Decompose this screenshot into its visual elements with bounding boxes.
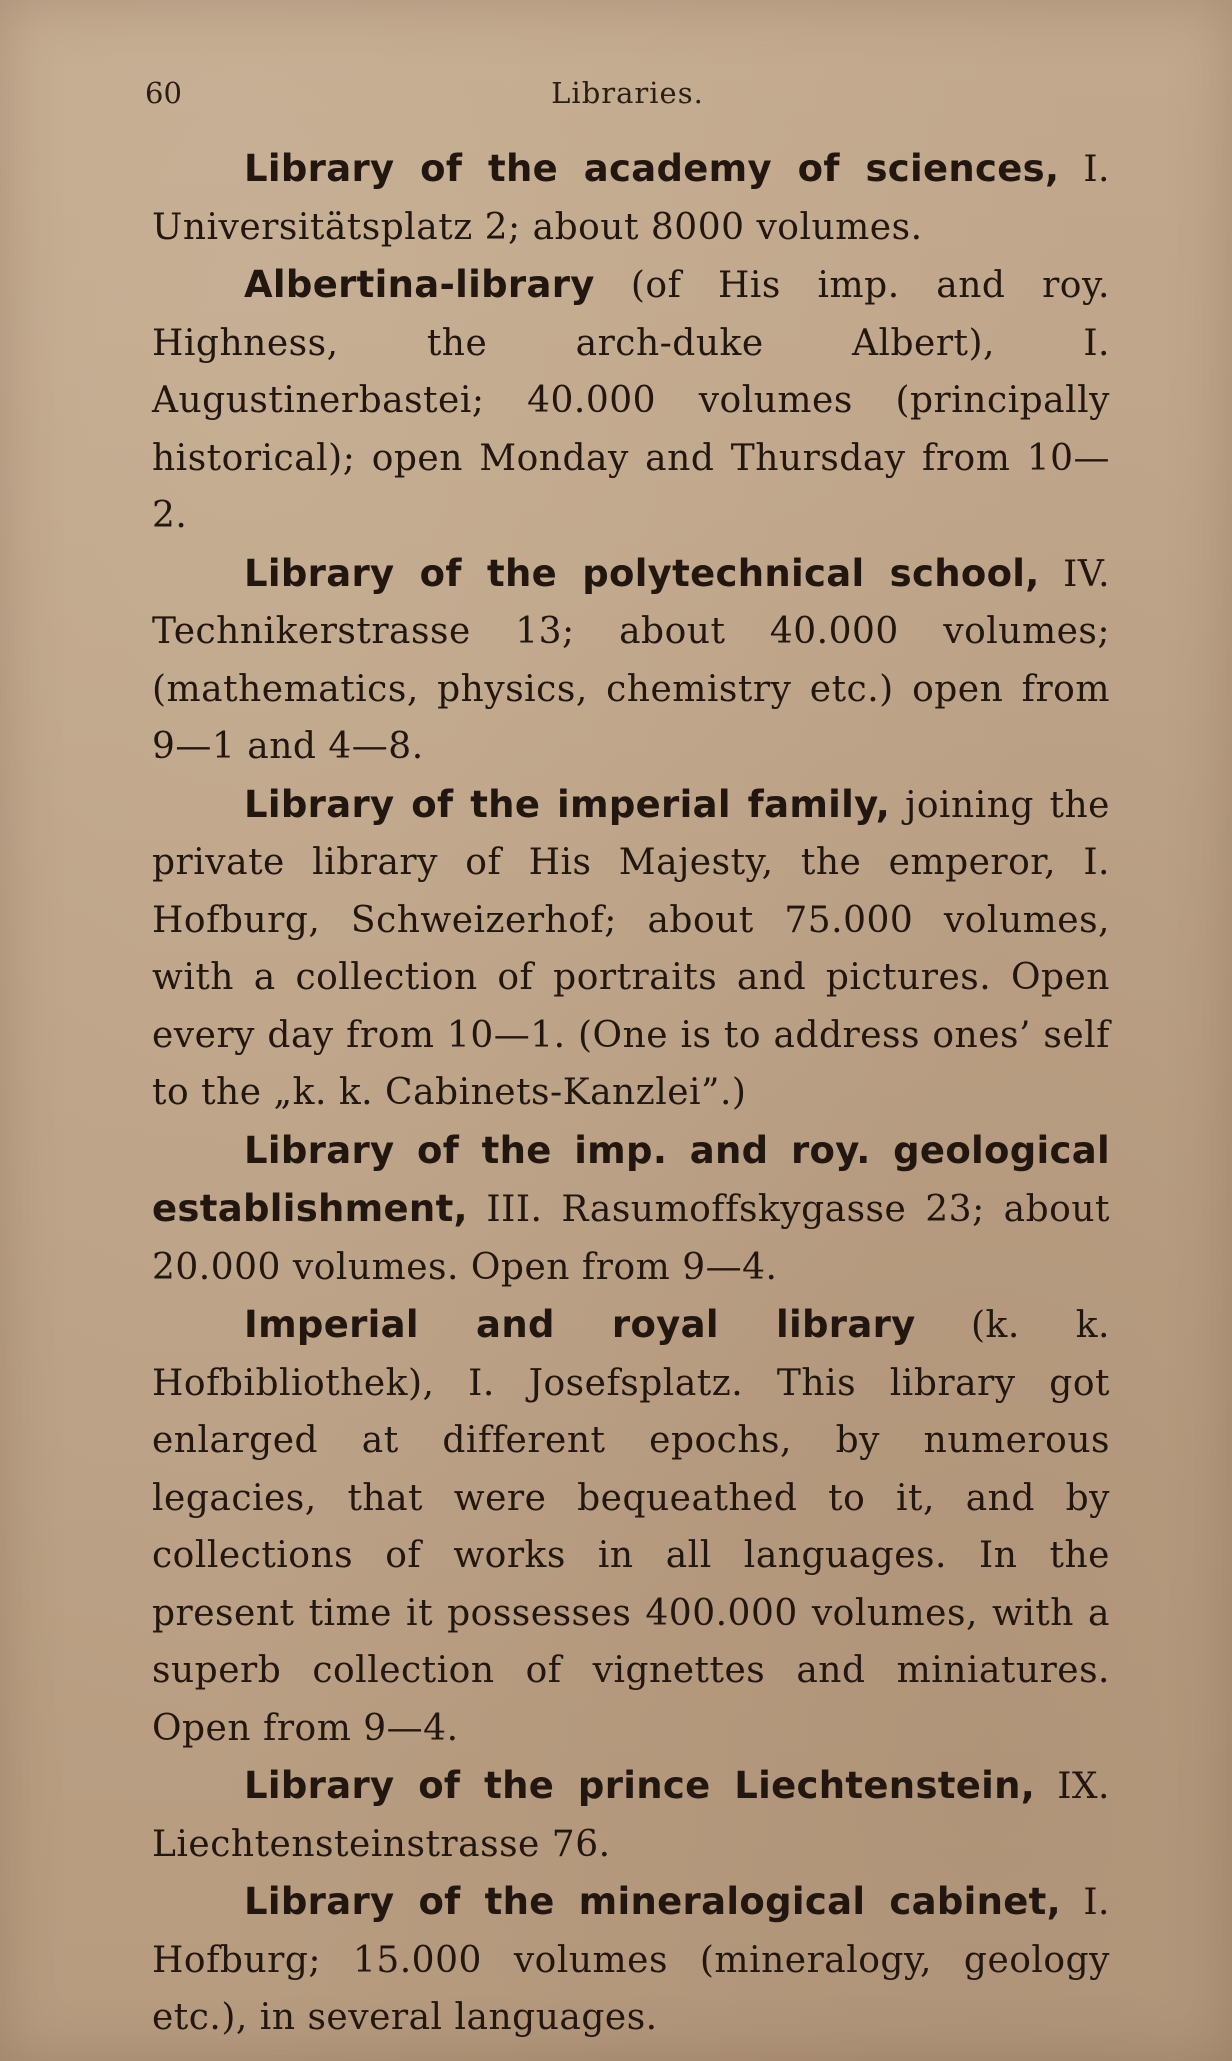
- page-number: 60: [145, 76, 182, 110]
- library-entry-imperial-royal-library: [152, 1296, 1110, 1757]
- page-header: [145, 76, 1110, 118]
- library-entry-academy-of-sciences: [152, 140, 1110, 256]
- entry-title: Imperial and royal library: [244, 1303, 916, 1346]
- entry-title: Library of the imperial family,: [244, 782, 891, 826]
- entry-title: Library of the imp. and roy. geological establishment,: [152, 1128, 1110, 1230]
- entry-body: I. Hofburg; 15.000 volumes (mineralogy, geology etc.), in several languages.: [152, 1882, 1110, 2038]
- entry-title: Library of the prince Liechtenstein,: [244, 1764, 1036, 1807]
- library-entry-prince-liechtenstein: [152, 1757, 1110, 1873]
- library-entry-mineralogical-cabinet: [152, 1873, 1110, 2047]
- library-entries: [152, 140, 1110, 2047]
- entry-body: IX. Liechtensteinstrasse 76.: [152, 1766, 1110, 1865]
- entry-body: (k. k. Hofbibliothek), I. Josefsplatz. This library got enlarged at different epochs, by numerous legacies, that were bequeathed to it, and by collections of works in all languages. In the present time it possesses 400.000 volumes, with a superb collection of vignettes and miniatures. Open from 9—4.: [152, 1305, 1110, 1749]
- library-entry-imperial-family: [152, 776, 1110, 1122]
- library-entry-albertina: [152, 256, 1110, 545]
- entry-body: III. Rasumoffskygasse 23; about 20.000 volumes. Open from 9—4.: [152, 1189, 1110, 1288]
- entry-body: IV. Technikerstrasse 13; about 40.000 volumes; (mathematics, physics, chemistry etc.) open from 9—1 and 4—8.: [152, 553, 1111, 767]
- library-entry-geological-establishment: [152, 1122, 1110, 1297]
- entry-title: Library of the mineralogical cabinet,: [244, 1880, 1062, 1923]
- library-entry-polytechnical-school: [152, 545, 1110, 776]
- entry-title: Library of the academy of sciences,: [244, 147, 1060, 190]
- entry-body: (of His imp. and roy. Highness, the arch-duke Albert), I. Augustinerbastei; 40.000 volumes (principally historical); open Monday and Thursday from 10—2.: [152, 265, 1110, 536]
- entry-title: Albertina-library: [244, 263, 595, 306]
- entry-body: I. Universitätsplatz 2; about 8000 volumes.: [152, 149, 1110, 248]
- entry-title: Library of the polytechnical school,: [244, 551, 1040, 595]
- entry-body: joining the private library of His Majesty, the emperor, I. Hofburg, Schweizerhof; about 75.000 volumes, with a collection of portraits and pictures. Open every day from 10—1. (One is to address ones’ self to the „k. k. Cabinets-Kanzlei”.): [152, 784, 1110, 1113]
- running-title: Libraries.: [551, 76, 704, 110]
